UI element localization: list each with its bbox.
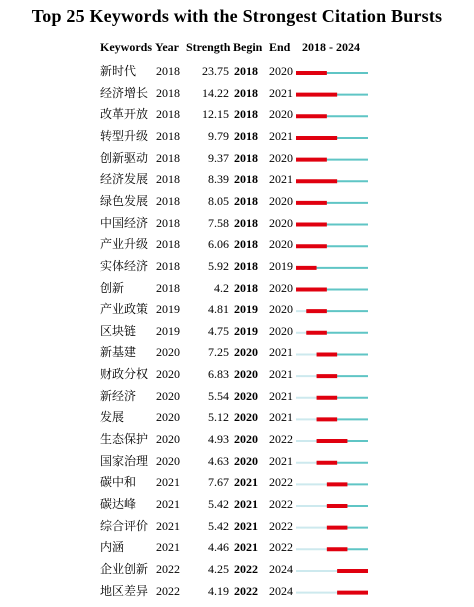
year-cell: 2018 [156,128,180,143]
begin-cell: 2018 [234,64,258,78]
year-cell: 2022 [156,561,180,576]
end-cell: 2021 [269,388,293,403]
end-cell: 2022 [269,497,293,511]
begin-cell: 2018 [234,128,258,143]
header-end: End [269,40,291,54]
keyword-cell: 绿色发展 [100,193,149,208]
keyword-cell: 创新 [100,280,125,295]
strength-cell: 23.75 [202,64,229,78]
keyword-cell: 新基建 [100,345,137,360]
keyword-cell: 新经济 [100,388,137,403]
year-cell: 2020 [156,432,180,447]
end-cell: 2022 [269,475,293,490]
begin-cell: 2018 [234,280,258,295]
header-keywords: Keywords [100,40,152,54]
keyword-cell: 经济增长 [100,85,149,100]
strength-cell: 6.06 [208,237,229,252]
begin-cell: 2021 [234,540,258,555]
year-cell: 2018 [156,64,180,78]
keyword-cell: 转型升级 [100,128,149,143]
keyword-cell: 企业创新 [100,561,149,576]
end-cell: 2021 [269,128,293,143]
begin-cell: 2020 [234,453,258,468]
strength-cell: 4.25 [208,561,229,576]
end-cell: 2020 [269,193,293,208]
begin-cell: 2018 [234,150,258,165]
year-cell: 2020 [156,388,180,403]
year-cell: 2020 [156,453,180,468]
keyword-cell: 创新驱动 [100,150,149,165]
strength-cell: 4.93 [208,432,229,447]
year-cell: 2022 [156,583,180,598]
begin-cell: 2021 [234,475,258,490]
end-cell: 2020 [269,107,293,122]
year-cell: 2021 [156,518,180,533]
keyword-cell: 中国经济 [100,215,149,230]
year-cell: 2019 [156,302,180,317]
year-cell: 2018 [156,280,180,295]
strength-cell: 5.12 [208,410,229,425]
header-strength: Strength [186,40,231,54]
begin-cell: 2018 [234,107,258,122]
end-cell: 2024 [269,561,293,576]
chart-title: Top 25 Keywords with the Strongest Citation Bursts [31,6,443,26]
keyword-cell: 实体经济 [100,258,149,273]
year-cell: 2020 [156,367,180,382]
year-cell: 2018 [156,150,180,165]
begin-cell: 2022 [234,561,258,576]
begin-cell: 2022 [234,583,258,598]
begin-cell: 2020 [234,388,258,403]
keyword-cell: 综合评价 [100,518,149,533]
year-cell: 2018 [156,85,180,100]
strength-cell: 4.2 [214,280,229,295]
begin-cell: 2021 [234,497,258,511]
end-cell: 2021 [269,367,293,382]
strength-cell: 5.54 [208,388,229,403]
keyword-cell: 新时代 [100,64,137,78]
strength-cell: 5.92 [208,258,229,273]
year-cell: 2018 [156,193,180,208]
strength-cell: 4.81 [208,302,229,317]
keyword-cell: 国家治理 [100,453,149,468]
strength-cell: 12.15 [202,107,229,122]
strength-cell: 7.58 [208,215,229,230]
end-cell: 2022 [269,540,293,555]
begin-cell: 2018 [234,85,258,100]
end-cell: 2021 [269,345,293,360]
strength-cell: 4.19 [208,583,229,598]
begin-cell: 2018 [234,193,258,208]
year-cell: 2021 [156,475,180,490]
begin-cell: 2019 [234,323,258,338]
begin-cell: 2020 [234,367,258,382]
year-cell: 2020 [156,345,180,360]
year-cell: 2019 [156,323,180,338]
keyword-cell: 区块链 [100,323,137,338]
strength-cell: 4.63 [208,453,229,468]
begin-cell: 2018 [234,237,258,252]
year-cell: 2018 [156,237,180,252]
strength-cell: 6.83 [208,367,229,382]
end-cell: 2022 [269,518,293,533]
end-cell: 2021 [269,85,293,100]
year-cell: 2021 [156,497,180,511]
keyword-cell: 发展 [100,410,125,425]
header-year: Year [155,40,179,54]
strength-cell: 4.46 [208,540,229,555]
end-cell: 2021 [269,410,293,425]
year-cell: 2018 [156,258,180,273]
begin-cell: 2018 [234,215,258,230]
keyword-cell: 产业政策 [100,302,149,317]
end-cell: 2020 [269,64,293,78]
begin-cell: 2020 [234,432,258,447]
keyword-cell: 改革开放 [100,107,149,122]
strength-cell: 5.42 [208,497,229,511]
strength-cell: 4.75 [208,323,229,338]
strength-cell: 9.37 [208,150,229,165]
year-cell: 2020 [156,410,180,425]
strength-cell: 5.42 [208,518,229,533]
keyword-cell: 内涵 [100,540,125,555]
end-cell: 2020 [269,150,293,165]
end-cell: 2020 [269,237,293,252]
keyword-cell: 产业升级 [100,237,149,252]
strength-cell: 7.25 [208,345,229,360]
end-cell: 2020 [269,280,293,295]
begin-cell: 2018 [234,172,258,187]
header-timeline-range: 2018 - 2024 [302,40,360,54]
strength-cell: 7.67 [208,475,229,490]
year-cell: 2018 [156,215,180,230]
strength-cell: 14.22 [202,85,229,100]
end-cell: 2020 [269,215,293,230]
keyword-cell: 碳中和 [100,475,137,490]
year-cell: 2018 [156,107,180,122]
end-cell: 2024 [269,583,293,598]
end-cell: 2021 [269,172,293,187]
end-cell: 2020 [269,323,293,338]
begin-cell: 2020 [234,345,258,360]
end-cell: 2022 [269,432,293,447]
year-cell: 2018 [156,172,180,187]
end-cell: 2020 [269,302,293,317]
keyword-cell: 生态保护 [100,432,149,447]
begin-cell: 2020 [234,410,258,425]
strength-cell: 9.79 [208,128,229,143]
end-cell: 2021 [269,453,293,468]
keyword-cell: 碳达峰 [100,497,137,511]
end-cell: 2019 [269,258,293,273]
strength-cell: 8.05 [208,193,229,208]
begin-cell: 2021 [234,518,258,533]
begin-cell: 2019 [234,302,258,317]
year-cell: 2021 [156,540,180,555]
strength-cell: 8.39 [208,172,229,187]
keyword-cell: 地区差异 [100,583,149,598]
keyword-cell: 财政分权 [100,367,149,382]
keyword-cell: 经济发展 [100,172,149,187]
header-begin: Begin [233,40,263,54]
begin-cell: 2018 [234,258,258,273]
